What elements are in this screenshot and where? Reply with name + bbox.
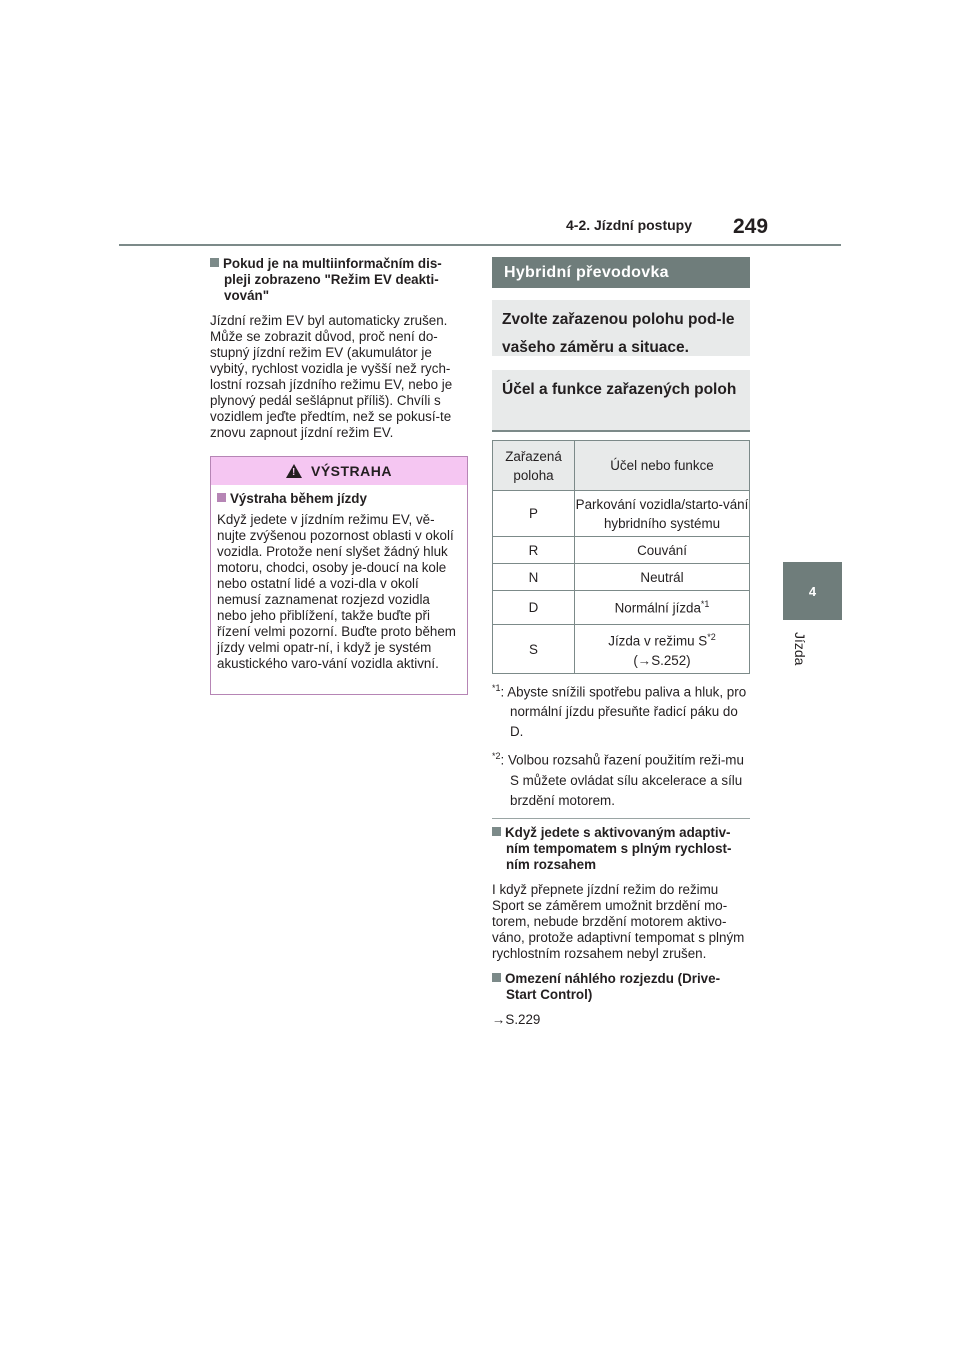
page-reference-link[interactable]: →S.229 [492,1012,541,1027]
table-cell-function [575,591,750,625]
footnote-mark: *1 [492,683,501,693]
table-row [493,591,750,625]
subheading-text: Omezení náhlého rozjezdu (Drive-Start Control) [505,971,721,1002]
right-lower-column [492,825,750,1028]
table-cell-position: S [493,625,575,674]
warning-triangle-icon: ! [286,464,302,478]
square-bullet-icon [492,973,501,982]
warning-subheading [217,491,461,507]
footnote-text: : Abyste snížili spotřebu paliva a hluk, pro normální jízdu přesuňte řadicí páku do D. [500,684,747,740]
subheading-drive-start [492,971,750,1003]
intro-box: Zvolte zařazenou polohu pod-le vašeho záměru a situace. [492,300,750,356]
left-column [210,256,468,441]
function-text: Jízda v režimu S [608,633,708,649]
table-row [493,625,750,674]
chapter-tab[interactable]: 4 [783,562,842,620]
footnote-mark: *2 [707,632,716,643]
subheading-text: Když jedete s aktivovaným adaptiv-ním tempomatem s plným rychlost-ním rozsahem [505,825,732,872]
function-text: Normální jízda [614,600,701,616]
table-cell-position: N [493,564,575,591]
footnote-2 [492,746,750,810]
subheading-ev-deactivated [210,256,468,304]
warning-box [210,456,468,695]
page-reference-link[interactable]: (→S.252) [633,652,691,668]
table-row [493,491,750,537]
subheading-adaptive-cruise [492,825,750,873]
table-header-cell: Účel nebo funkce [575,441,750,491]
warning-header [211,457,467,485]
paragraph-ev-cancelled: Jízdní režim EV byl automaticky zrušen. Může se zobrazit důvod, proč není do-stupný jízdní režim EV (akumulátor je vybitý, rychlost vozidla je vyšší než rych-lostní rozsah jízdního režimu EV, nebo je plynový pedál sešlápnut příliš). Chvíli s vozidlem jeďte předtím, než se pokusí-te znovu zapnout jízdní režim EV. [210,313,453,440]
footnote-mark: *2 [492,751,501,762]
section-title: 4-2. Jízdní postupy [566,217,693,233]
subheading-text: Pokud je na multiinformačním dis-pleji zobrazeno "Režim EV deakti- vován" [223,256,442,303]
footnote-1 [492,678,750,742]
table-row [493,537,750,564]
table-cell-function [575,625,750,674]
paragraph-adaptive-cruise: I když přepnete jízdní režim do režimu Sport se záměrem umožnit brzdění mo-torem, nebude brzdění motorem aktivo-váno, protože adaptivní tempomat s plným rychlostním rozsahem nebyl zrušen. [492,882,745,961]
table-cell-function: Neutrál [575,564,750,591]
page-number: 249 [733,215,769,238]
divider [492,818,750,819]
table-cell-function: Parkování vozidla/starto-vání hybridního systému [575,491,750,537]
square-bullet-icon [492,827,501,836]
footnotes [492,678,750,811]
warning-body [211,485,467,672]
chapter-label: Jízda [792,632,808,666]
table-header-cell: Zařazená poloha [493,441,575,491]
table-cell-position: P [493,491,575,537]
warning-subheading-text: Výstraha během jízdy [230,491,367,506]
table-cell-position: R [493,537,575,564]
footnote-mark: *1 [700,599,710,610]
table-cell-position: D [493,591,575,625]
header-rule [119,244,841,246]
subsection-heading: Účel a funkce zařazených poloh [492,370,750,432]
table-cell-function: Couvání [575,537,750,564]
shift-position-table [492,440,750,674]
table-row [493,564,750,591]
square-bullet-icon [210,258,219,267]
footnote-text: : Volbou rozsahů řazení použitím reži-mu S můžete ovládat sílu akcelerace a sílu brzdění motorem. [500,752,744,808]
warning-title: VÝSTRAHA [310,463,392,479]
section-heading-hybrid-transmission: Hybridní převodovka [492,257,750,288]
warning-text: Když jedete v jízdním režimu EV, vě-nujte zvýšenou pozornost oblasti v okolí vozidla. Protože není slyšet žádný hluk motoru, chodci, osoby je-doucí na kole nebo ostatní lidé a vozi-dla v okolí nemusí zaznamenat rozjezd vozidla nebo jeho přiblížení, takže buďte při řízení velmi pozorní. Buďte proto během jízdy velmi opatr-ní, i když je systém akustického varo-vání vozidla aktivní. [217,512,456,671]
square-bullet-icon [217,493,226,502]
table-header-row [493,441,750,491]
